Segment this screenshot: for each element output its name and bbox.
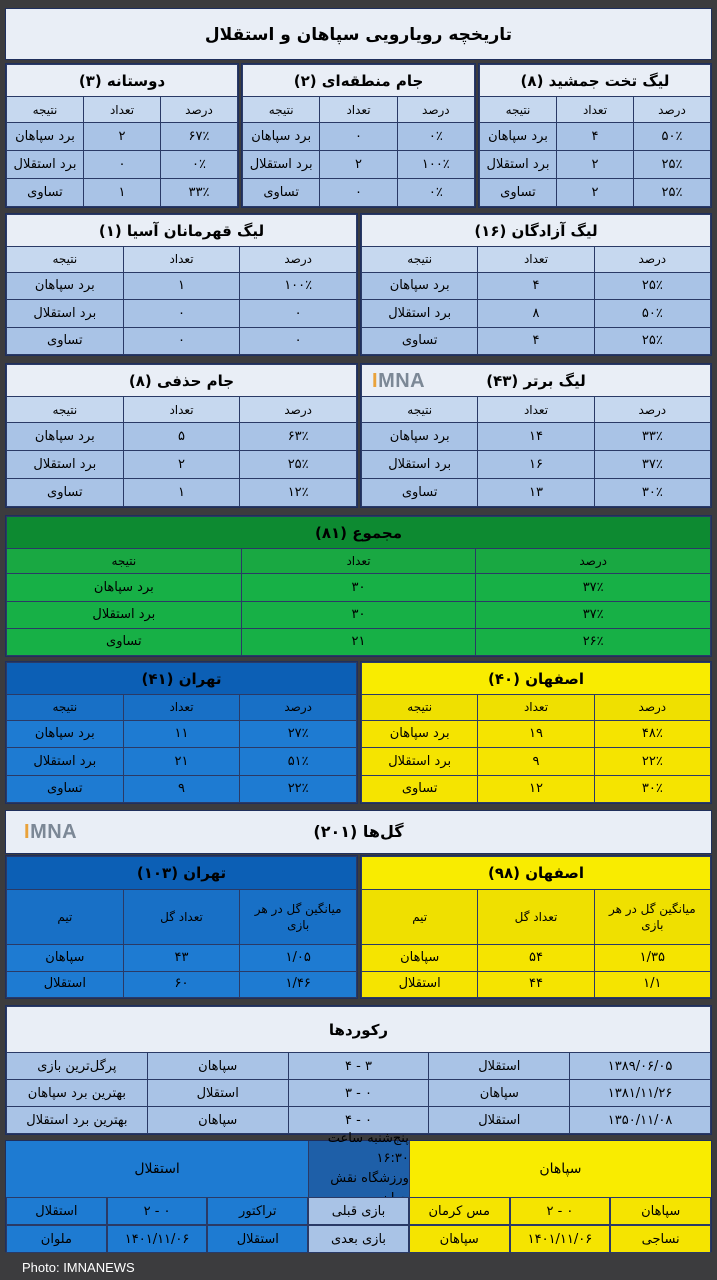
cell: برد سپاهان (7, 423, 124, 451)
cell: ۳۳٪ (594, 423, 710, 451)
cell: ۰ (123, 327, 240, 354)
table-title: تهران (۱۰۳) (7, 857, 357, 890)
total-table (5, 515, 712, 657)
col-count: تعداد (478, 397, 594, 423)
sep-next-opponent: سپاهان (409, 1225, 510, 1253)
cell: ۱/۳۵ (594, 945, 710, 972)
cell: برد استقلال (7, 451, 124, 479)
col-percent: درصد (397, 97, 474, 123)
cell: تساوی (480, 179, 557, 207)
table-title: جام منطقه‌ای (۲) (243, 65, 475, 97)
cell: ۴۴ (478, 971, 594, 998)
col-count: تعداد (241, 549, 476, 574)
cell: برد استقلال (362, 300, 478, 327)
cell: ۲۱ (123, 748, 240, 775)
col-team: تیم (362, 890, 478, 945)
cell: ۱/۱ (594, 971, 710, 998)
cell: ۴ (557, 123, 634, 151)
cell: تساوی (362, 327, 478, 354)
cell: ۴ (478, 327, 594, 354)
col-count: تعداد (478, 247, 594, 273)
cell: ۱۹ (478, 720, 594, 747)
col-percent: درصد (161, 97, 238, 123)
col-result: نتیجه (362, 397, 478, 423)
cell: ۳۳٪ (161, 179, 238, 207)
cell: ۲۲٪ (240, 775, 357, 802)
col-result: نتیجه (7, 247, 124, 273)
cell: ۲ (557, 179, 634, 207)
cell: برد استقلال (362, 748, 478, 775)
imna-logo: IMNA (24, 821, 78, 843)
cell: ۱۲ (478, 775, 594, 802)
cell: ۱۰۰٪ (397, 151, 474, 179)
cell: ۴ (478, 272, 594, 299)
est-next-opponent: ملوان (6, 1225, 107, 1253)
cell: ۵۱٪ (240, 748, 357, 775)
cell: برد استقلال (362, 451, 478, 479)
cell: ۲۵٪ (594, 327, 710, 354)
cell: برد استقلال (7, 151, 84, 179)
col-percent: درصد (240, 695, 357, 721)
cell: برد سپاهان (480, 123, 557, 151)
est-prev-opponent: استقلال (6, 1197, 107, 1225)
cell: ۱۴ (478, 423, 594, 451)
cell: ۳۰ (241, 574, 476, 601)
cell: برد سپاهان (7, 720, 124, 747)
est-prev-team: تراکتور (207, 1197, 308, 1225)
cell: سپاهان (429, 1080, 570, 1107)
match-time: پنج‌شنبه ساعت ۱۶:۳۰ (327, 1131, 409, 1166)
cell: ۵۰٪ (634, 123, 711, 151)
col-team: تیم (7, 890, 124, 945)
cell: برد سپاهان (243, 123, 320, 151)
cell: ۰ (123, 300, 240, 327)
cell: استقلال (147, 1080, 288, 1107)
sep-next-team: نساجی (610, 1225, 711, 1253)
cell: تساوی (362, 479, 478, 507)
goals-isfahan-table (360, 855, 712, 999)
cell: تساوی (7, 327, 124, 354)
cell: برد استقلال (243, 151, 320, 179)
cell: ۴ - ۳ (288, 1053, 429, 1080)
cell: ۲۵٪ (594, 272, 710, 299)
cell: استقلال (429, 1107, 570, 1134)
sep-prev-team: سپاهان (610, 1197, 711, 1225)
cell: ۲۵٪ (634, 179, 711, 207)
col-percent: درصد (476, 549, 711, 574)
goals-tehran-table (5, 855, 358, 999)
col-percent: درصد (634, 97, 711, 123)
cell: استقلال (7, 971, 124, 998)
cell: برد استقلال (480, 151, 557, 179)
isfahan-table (360, 661, 712, 804)
cell: تساوی (7, 179, 84, 207)
photo-credit: Photo: IMNANEWS (22, 1260, 135, 1275)
sep-prev-score: ۲ - ۰ (510, 1197, 611, 1225)
cell: استقلال (429, 1053, 570, 1080)
col-count: تعداد (123, 695, 240, 721)
cell: ۲۷٪ (240, 720, 357, 747)
cell: ۶۰ (123, 971, 240, 998)
cell: ۸ (478, 300, 594, 327)
cell: سپاهان (147, 1107, 288, 1134)
goals-header (5, 810, 712, 854)
prev-label: بازی قبلی (308, 1197, 409, 1225)
table-title: رکوردها (7, 1007, 711, 1053)
cell: سپاهان (362, 945, 478, 972)
match-time-venue (308, 1131, 409, 1197)
cell: ۴ - ۰ (288, 1107, 429, 1134)
cell: ۱ (123, 479, 240, 507)
goals-title: گل‌ها (۲۰۱) (313, 822, 404, 841)
cell: ۵۰٪ (594, 300, 710, 327)
col-result: نتیجه (7, 397, 124, 423)
cell: ۱۶ (478, 451, 594, 479)
cell: ۳۷٪ (476, 601, 711, 628)
acl-table (5, 213, 358, 356)
cell: سپاهان (147, 1053, 288, 1080)
col-avg: میانگین گل در هر بازی (594, 890, 710, 945)
cell: ۲۵٪ (240, 451, 357, 479)
cell: ۱۳۸۱/۱۱/۲۶ (570, 1080, 711, 1107)
cell: ۵ (123, 423, 240, 451)
cell: ۰٪ (161, 151, 238, 179)
cell: بهترین برد سپاهان (7, 1080, 148, 1107)
cell: ۰ (320, 179, 397, 207)
cell: ۹ (478, 748, 594, 775)
col-percent: درصد (594, 695, 710, 721)
cell: ۴۸٪ (594, 720, 710, 747)
table-title: دوستانه (۳) (7, 65, 238, 97)
cell: تساوی (7, 775, 124, 802)
cell: ۱/۴۶ (240, 971, 357, 998)
table-title: لیگ آزادگان (۱۶) (362, 215, 711, 247)
col-count: تعداد (84, 97, 161, 123)
cell: استقلال (362, 971, 478, 998)
table-title: جام حذفی (۸) (7, 365, 357, 397)
cell: تساوی (7, 628, 242, 655)
cell: ۱/۰۵ (240, 945, 357, 972)
cell: ۱۰۰٪ (240, 272, 357, 299)
cell: ۱ (84, 179, 161, 207)
table-title: اصفهان (۴۰) (362, 663, 711, 695)
regional-cup-table (241, 63, 476, 208)
cell: ۱۳۵۰/۱۱/۰۸ (570, 1107, 711, 1134)
col-percent: درصد (594, 247, 710, 273)
cell: ۲ (320, 151, 397, 179)
col-percent: درصد (240, 247, 357, 273)
cell: ۰ (240, 327, 357, 354)
cell: ۱۳ (478, 479, 594, 507)
col-result: نتیجه (243, 97, 320, 123)
col-result: نتیجه (480, 97, 557, 123)
hazfi-cup-table (5, 363, 358, 508)
cell: برد سپاهان (7, 574, 242, 601)
cell: ۳۰٪ (594, 479, 710, 507)
col-result: نتیجه (362, 247, 478, 273)
cell: ۳۰٪ (594, 775, 710, 802)
cell: ۰ (84, 151, 161, 179)
col-percent: درصد (594, 397, 710, 423)
col-result: نتیجه (7, 695, 124, 721)
col-goals: تعداد گل (478, 890, 594, 945)
table-title: مجموع (۸۱) (7, 517, 711, 549)
cell: ۱۲٪ (240, 479, 357, 507)
cell: برد سپاهان (362, 272, 478, 299)
cell: ۰٪ (397, 179, 474, 207)
cell: برد استقلال (7, 748, 124, 775)
azadegan-league-table (360, 213, 712, 356)
table-title: لیگ قهرمانان آسیا (۱) (7, 215, 357, 247)
sep-next-date: ۱۴۰۱/۱۱/۰۶ (510, 1225, 611, 1253)
cell: ۲ (557, 151, 634, 179)
cell: ۰ (240, 300, 357, 327)
cell: ۵۴ (478, 945, 594, 972)
col-result: نتیجه (362, 695, 478, 721)
cell: ۶۷٪ (161, 123, 238, 151)
cell: تساوی (243, 179, 320, 207)
cell: پرگل‌ترین بازی (7, 1053, 148, 1080)
col-count: تعداد (557, 97, 634, 123)
cell: ۰ (320, 123, 397, 151)
records-table (5, 1005, 712, 1135)
col-percent: درصد (240, 397, 357, 423)
cell: سپاهان (7, 945, 124, 972)
est-next-date: ۱۴۰۱/۱۱/۰۶ (107, 1225, 208, 1253)
home-team: سپاهان (409, 1141, 711, 1197)
table-title: اصفهان (۹۸) (362, 857, 711, 890)
cell: ۱ (123, 272, 240, 299)
cell: ۱۳۸۹/۰۶/۰۵ (570, 1053, 711, 1080)
cell: ۲ (123, 451, 240, 479)
cell: ۶۳٪ (240, 423, 357, 451)
cell: تساوی (362, 775, 478, 802)
cell: برد سپاهان (362, 720, 478, 747)
cell: ۱۱ (123, 720, 240, 747)
cell: ۴۳ (123, 945, 240, 972)
cell: ۰٪ (397, 123, 474, 151)
match-info (5, 1131, 712, 1252)
cell: ۹ (123, 775, 240, 802)
sep-prev-opponent: مس کرمان (409, 1197, 510, 1225)
page-title: تاریخچه رویارویی سپاهان و استقلال (5, 8, 712, 60)
est-prev-score: ۲ - ۰ (107, 1197, 208, 1225)
imna-logo: IMNA (372, 370, 426, 392)
away-team: استقلال (6, 1141, 308, 1197)
est-next-team: استقلال (207, 1225, 308, 1253)
friendly-table (5, 63, 239, 208)
tehran-table (5, 661, 358, 804)
next-label: بازی بعدی (308, 1225, 409, 1253)
cell: برد استقلال (7, 300, 124, 327)
cell: ۳۷٪ (476, 574, 711, 601)
table-title: تهران (۴۱) (7, 663, 357, 695)
col-result: نتیجه (7, 549, 242, 574)
cell: تساوی (7, 479, 124, 507)
gulf-league-table (478, 63, 712, 208)
cell: بهترین برد استقلال (7, 1107, 148, 1134)
col-result: نتیجه (7, 97, 84, 123)
cell: ۳ - ۰ (288, 1080, 429, 1107)
table-title: لیگ برتر (۴۳) (362, 365, 711, 397)
cell: برد سپاهان (362, 423, 478, 451)
col-goals: تعداد گل (123, 890, 240, 945)
col-avg: میانگین گل در هر بازی (240, 890, 357, 945)
cell: برد سپاهان (7, 272, 124, 299)
cell: ۲۵٪ (634, 151, 711, 179)
col-count: تعداد (478, 695, 594, 721)
cell: ۳۰ (241, 601, 476, 628)
cell: ۲ (84, 123, 161, 151)
col-count: تعداد (320, 97, 397, 123)
cell: ۲۱ (241, 628, 476, 655)
col-count: تعداد (123, 397, 240, 423)
cell: ۲۶٪ (476, 628, 711, 655)
cell: برد سپاهان (7, 123, 84, 151)
cell: ۳۷٪ (594, 451, 710, 479)
table-title: لیگ تخت جمشید (۸) (480, 65, 711, 97)
match-venue: ورزشگاه نقش (330, 1171, 409, 1186)
col-count: تعداد (123, 247, 240, 273)
cell: ۲۲٪ (594, 748, 710, 775)
cell: برد استقلال (7, 601, 242, 628)
